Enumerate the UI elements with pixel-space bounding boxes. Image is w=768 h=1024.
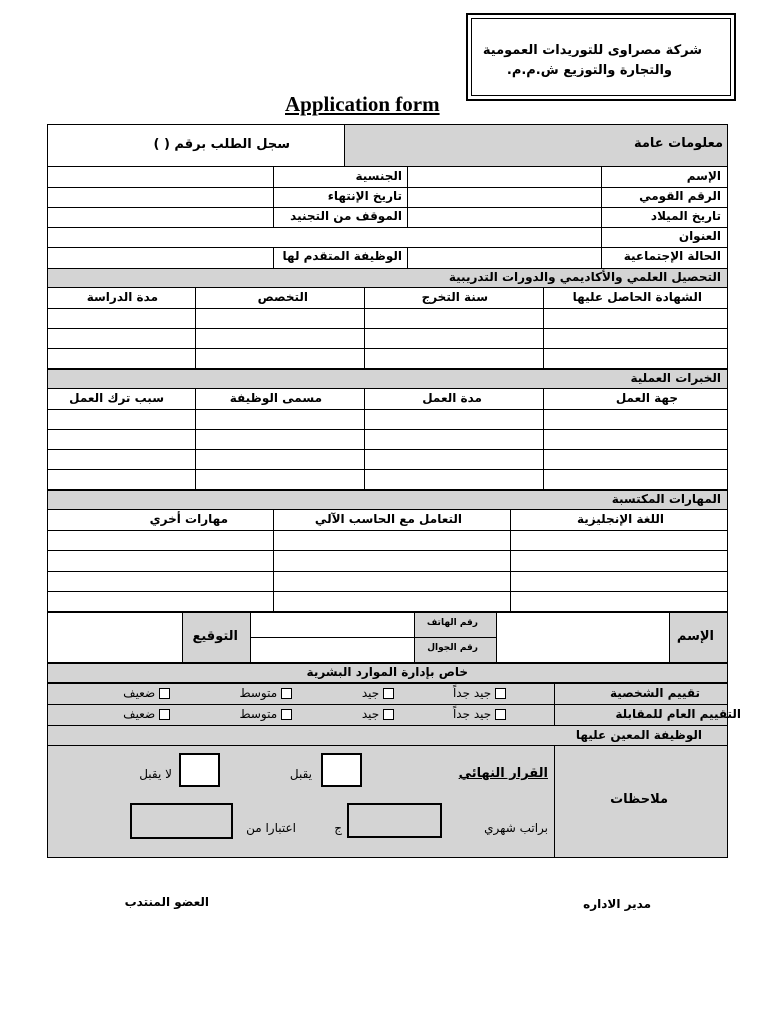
address-field[interactable] — [48, 228, 600, 246]
salary-label: براتب شهري — [484, 821, 548, 835]
mobile-label: رقم الجوال — [427, 643, 478, 653]
education-col-duration: مدة الدراسة — [86, 290, 158, 304]
nationality-field[interactable] — [48, 167, 272, 186]
assigned-job-label: الوظيفة المعين عليها — [575, 728, 702, 742]
option-label: جيد — [361, 686, 380, 700]
name-label: الإسم — [686, 169, 721, 183]
experience-header — [47, 369, 728, 389]
job-applied-label: الوظيفة المتقدم لها — [282, 249, 402, 263]
phone-label: رقم الهاتف — [426, 618, 478, 628]
checkbox-icon[interactable] — [159, 688, 170, 699]
checkbox-icon[interactable] — [159, 709, 170, 720]
marital-status-field[interactable] — [408, 248, 600, 267]
skills-header-text: المهارات المكتسبة — [611, 492, 721, 506]
skills-col-english: اللغة الإنجليزية — [577, 512, 664, 526]
notes-label: ملاحظات — [610, 792, 668, 807]
accept-box[interactable] — [321, 753, 362, 787]
interview-option-very-good[interactable] — [453, 707, 506, 721]
education-col-major: التخصص — [257, 290, 308, 304]
military-status-field[interactable] — [48, 208, 272, 226]
birth-date-field[interactable] — [408, 208, 600, 226]
skills-col-computer: التعامل مع الحاسب الآلي — [314, 512, 462, 526]
accept-label: يقبل — [289, 767, 312, 781]
company-box — [466, 13, 736, 101]
interview-option-average[interactable] — [239, 707, 292, 721]
request-number-label: سجل الطلب برقم ( ) — [153, 137, 290, 152]
phone-field[interactable] — [251, 613, 413, 636]
from-date-label: اعتبارا من — [246, 821, 296, 835]
job-applied-field[interactable] — [48, 248, 272, 267]
interview-option-weak[interactable] — [123, 707, 170, 721]
nationality-label: الجنسية — [355, 169, 402, 183]
birth-date-label: تاريخ الميلاد — [650, 209, 721, 223]
education-col-grad-year: سنة التخرج — [421, 290, 488, 304]
personality-option-average[interactable] — [239, 686, 292, 700]
general-info-header: معلومات عامة — [633, 136, 723, 151]
marital-status-label: الحالة الإجتماعية — [623, 249, 721, 263]
skills-col-other: مهارات أخري — [149, 512, 228, 526]
personality-option-weak[interactable] — [123, 686, 170, 700]
final-decision-label: القرار النهائي — [458, 766, 548, 781]
experience-col-title: مسمى الوظيفة — [229, 391, 322, 405]
personality-label: تقييم الشخصية — [609, 686, 700, 700]
reject-box[interactable] — [179, 753, 220, 787]
contact-name-label: الإسم — [676, 629, 714, 644]
personality-option-good[interactable] — [362, 686, 394, 700]
manager-label: مدير الاداره — [583, 897, 651, 911]
delegate-label: العضو المنتدب — [124, 895, 209, 909]
reject-label: لا يقبل — [139, 767, 172, 781]
end-date-label: تاريخ الإنتهاء — [327, 189, 402, 203]
contact-name-field[interactable] — [497, 613, 668, 662]
option-label: متوسط — [239, 686, 278, 700]
checkbox-icon[interactable] — [495, 709, 506, 720]
experience-col-employer: جهة العمل — [615, 391, 678, 405]
education-col-degree: الشهادة الحاصل عليها — [572, 290, 702, 304]
option-label: جيد جداً — [452, 707, 492, 721]
option-label: جيد — [361, 707, 380, 721]
education-header-text: التحصيل العلمي والأكاديمي والدورات التدريبية — [448, 270, 721, 284]
experience-col-duration: مدة العمل — [422, 391, 482, 405]
option-label: جيد جداً — [452, 686, 492, 700]
option-label: ضعيف — [123, 686, 156, 700]
checkbox-icon[interactable] — [383, 688, 394, 699]
option-label: ضعيف — [123, 707, 156, 721]
checkbox-icon[interactable] — [281, 688, 292, 699]
signature-label: التوقيع — [192, 629, 238, 644]
national-id-label: الرقم القومي — [639, 189, 721, 203]
checkbox-icon[interactable] — [383, 709, 394, 720]
company-name-line2: والتجارة والتوزيع ش.م.م. — [506, 63, 672, 78]
end-date-field[interactable] — [48, 188, 272, 206]
signature-field[interactable] — [48, 613, 181, 662]
from-date-field[interactable] — [130, 803, 233, 839]
currency-label: ج — [334, 821, 342, 835]
interview-label: التقييم العام للمقابلة — [615, 707, 741, 721]
form-title: Application form — [285, 92, 440, 116]
address-label: العنوان — [678, 229, 721, 243]
company-name-line1: شركة مصراوى للتوريدات العمومية — [482, 43, 702, 58]
experience-col-leave-reason: سبب ترك العمل — [69, 391, 164, 405]
military-status-label: الموقف من التجنيد — [290, 209, 402, 223]
interview-option-good[interactable] — [362, 707, 394, 721]
name-field[interactable] — [408, 167, 600, 186]
checkbox-icon[interactable] — [495, 688, 506, 699]
national-id-field[interactable] — [408, 188, 600, 206]
checkbox-icon[interactable] — [281, 709, 292, 720]
experience-header-text: الخبرات العملية — [630, 371, 721, 385]
mobile-field[interactable] — [251, 638, 413, 662]
salary-field[interactable] — [347, 803, 442, 838]
personality-option-very-good[interactable] — [453, 686, 506, 700]
option-label: متوسط — [239, 707, 278, 721]
hr-header-text: خاص بإدارة الموارد البشرية — [306, 665, 468, 679]
